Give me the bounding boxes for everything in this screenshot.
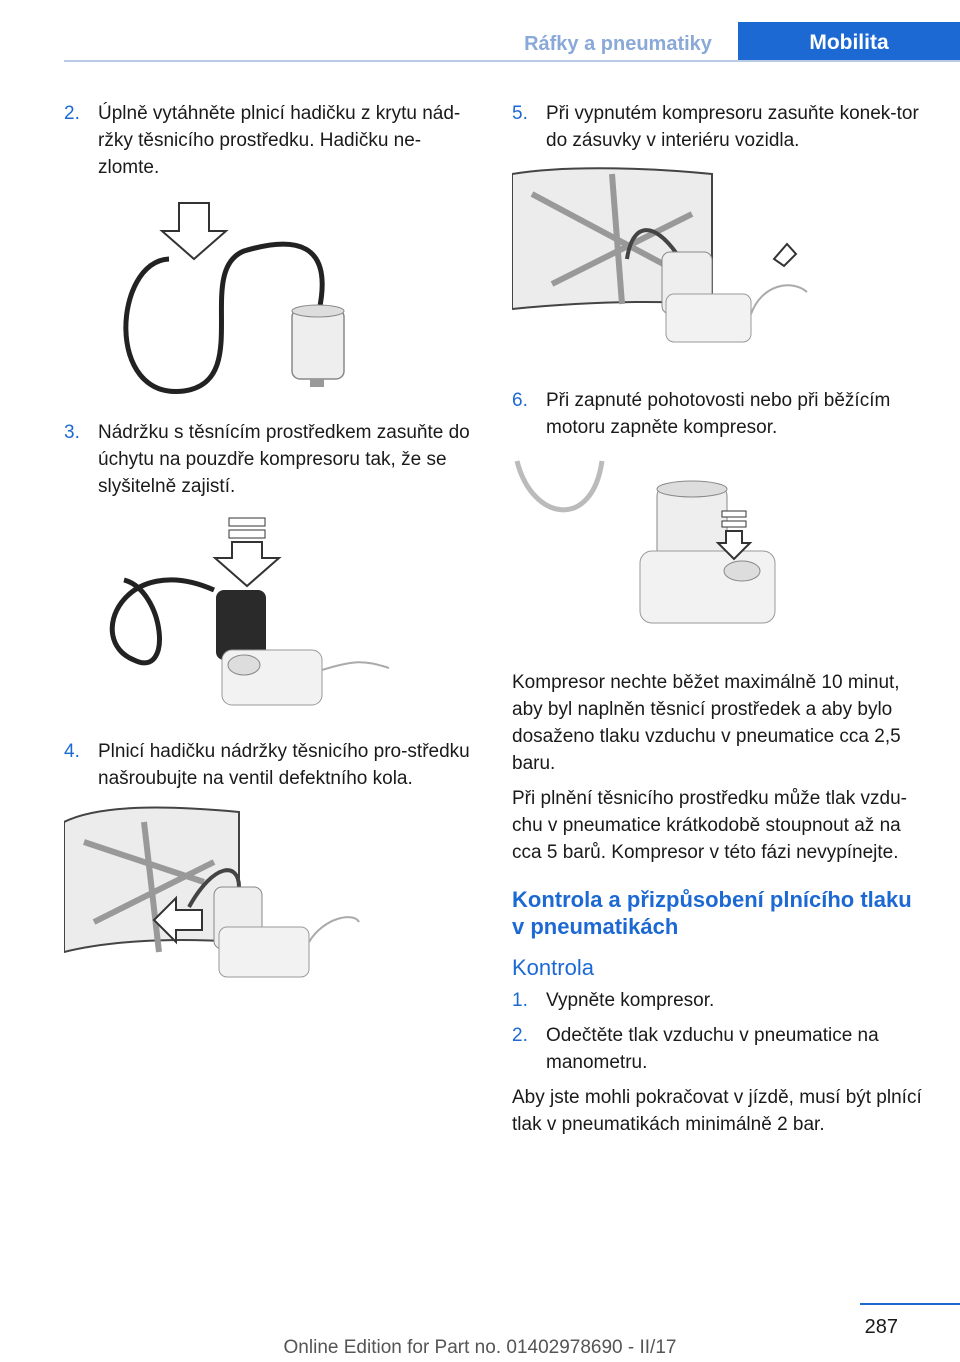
check-step-2 — [512, 1022, 924, 1076]
step-number: 2. — [64, 103, 80, 124]
run-time-paragraph: Kompresor nechte běžet maximálně 10 minut, aby byl naplněn těsnicí prostředek a aby bylo dosaženo tlaku vzduchu v pneumatice cca 2,5 baru. — [512, 672, 901, 774]
step-number: 2. — [512, 1025, 528, 1046]
pressure-spike-paragraph: Při plnění těsnicího prostředku může tlak vzdu‐chu v pneumatice krátkodobě stoupnout až na cca 5 barů. Kompresor v této fázi nevypínejte. — [512, 788, 907, 863]
step-text: Nádržku s těsnícím prostředkem zasuňte do úchytu na pouzdře kompresoru tak, že se slyšitelně zajistí. — [98, 422, 470, 497]
right-column — [512, 100, 924, 1146]
valve-connect-illustration — [64, 802, 464, 982]
compressor-power-illustration — [512, 451, 912, 651]
step-3 — [64, 419, 479, 500]
step-2 — [64, 100, 479, 181]
section-heading: Kontrola a přizpůsobení plnícího tlaku v pneumatikách — [512, 887, 912, 939]
step-number: 6. — [512, 390, 528, 411]
left-column — [64, 100, 479, 1000]
step-number: 5. — [512, 103, 528, 124]
step-text: Vypněte kompresor. — [546, 990, 715, 1011]
subsection-heading: Kontrola — [512, 955, 594, 980]
page-number-rule — [860, 1303, 960, 1305]
header-rule — [64, 60, 960, 62]
step-number: 1. — [512, 990, 528, 1011]
check-step-1 — [512, 987, 924, 1014]
header-section-title: Ráfky a pneumatiky — [524, 33, 712, 55]
footer-edition-text: Online Edition for Part no. 01402978690 - II/17 — [283, 1337, 677, 1358]
step-text: Při vypnutém kompresoru zasuňte konek‐tor do zásuvky v interiéru vozidla. — [546, 103, 919, 151]
connector-socket-illustration — [512, 164, 912, 369]
step-number: 4. — [64, 741, 80, 762]
step-number: 3. — [64, 422, 80, 443]
minimum-pressure-paragraph: Aby jste mohli pokračovat v jízdě, musí být plnící tlak v pneumatikách minimálně 2 bar. — [512, 1087, 922, 1135]
step-4 — [64, 738, 479, 792]
step-text: Plnicí hadičku nádržky těsnicího pro‐středku našroubujte na ventil defektního kola. — [98, 741, 470, 789]
step-text: Úplně vytáhněte plnicí hadičku z krytu nád‐ržky těsnicího prostředku. Hadičku ne‐zlomte. — [98, 103, 461, 178]
step-6 — [512, 387, 924, 441]
step-text: Při zapnuté pohotovosti nebo při běžícím motoru zapněte kompresor. — [546, 390, 891, 438]
step-text: Odečtěte tlak vzduchu v pneumatice na manometru. — [546, 1025, 879, 1073]
sealant-bottle-insert-illustration — [64, 510, 464, 720]
header-chapter-tab: Mobilita — [738, 22, 960, 62]
page-number: 287 — [864, 1316, 898, 1338]
sealant-hose-illustration — [64, 191, 464, 401]
step-5 — [512, 100, 924, 154]
